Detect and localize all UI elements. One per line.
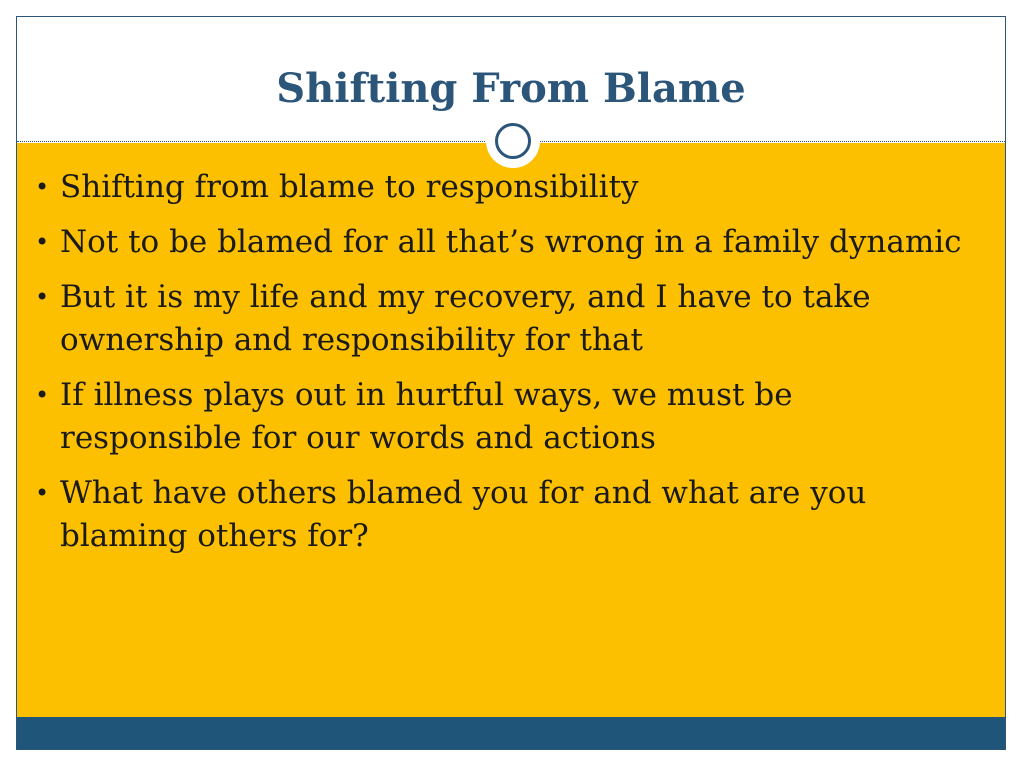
- bullet-text: If illness plays out in hurtful ways, we must be responsible for our words and actions: [60, 377, 793, 456]
- bullet-text: Shifting from blame to responsibility: [60, 169, 639, 205]
- circle-ring-icon: [486, 114, 540, 168]
- bullet-text: Not to be blamed for all that’s wrong in a family dynamic: [60, 224, 962, 260]
- bullet-item: [35, 166, 965, 209]
- bullet-item: [35, 221, 965, 264]
- bullet-item: [35, 374, 965, 460]
- bullet-dot-icon: [35, 166, 49, 209]
- bullet-text: But it is my life and my recovery, and I have to take ownership and responsibility for that: [60, 279, 871, 358]
- footer-band: [17, 717, 1005, 750]
- bullet-dot-icon: [35, 374, 49, 417]
- bullet-item: [35, 276, 965, 362]
- bullet-dot-icon: [35, 276, 49, 319]
- bullet-dot-icon: [35, 472, 49, 515]
- slide-title: Shifting From Blame: [276, 65, 746, 112]
- bullet-text: What have others blamed you for and what are you blaming others for?: [60, 475, 867, 554]
- bullet-list: [35, 166, 965, 570]
- bullet-dot-icon: [35, 221, 49, 264]
- circle-ring-inner: [495, 123, 531, 159]
- bullet-item: [35, 472, 965, 558]
- bottom-margin: [16, 750, 1006, 768]
